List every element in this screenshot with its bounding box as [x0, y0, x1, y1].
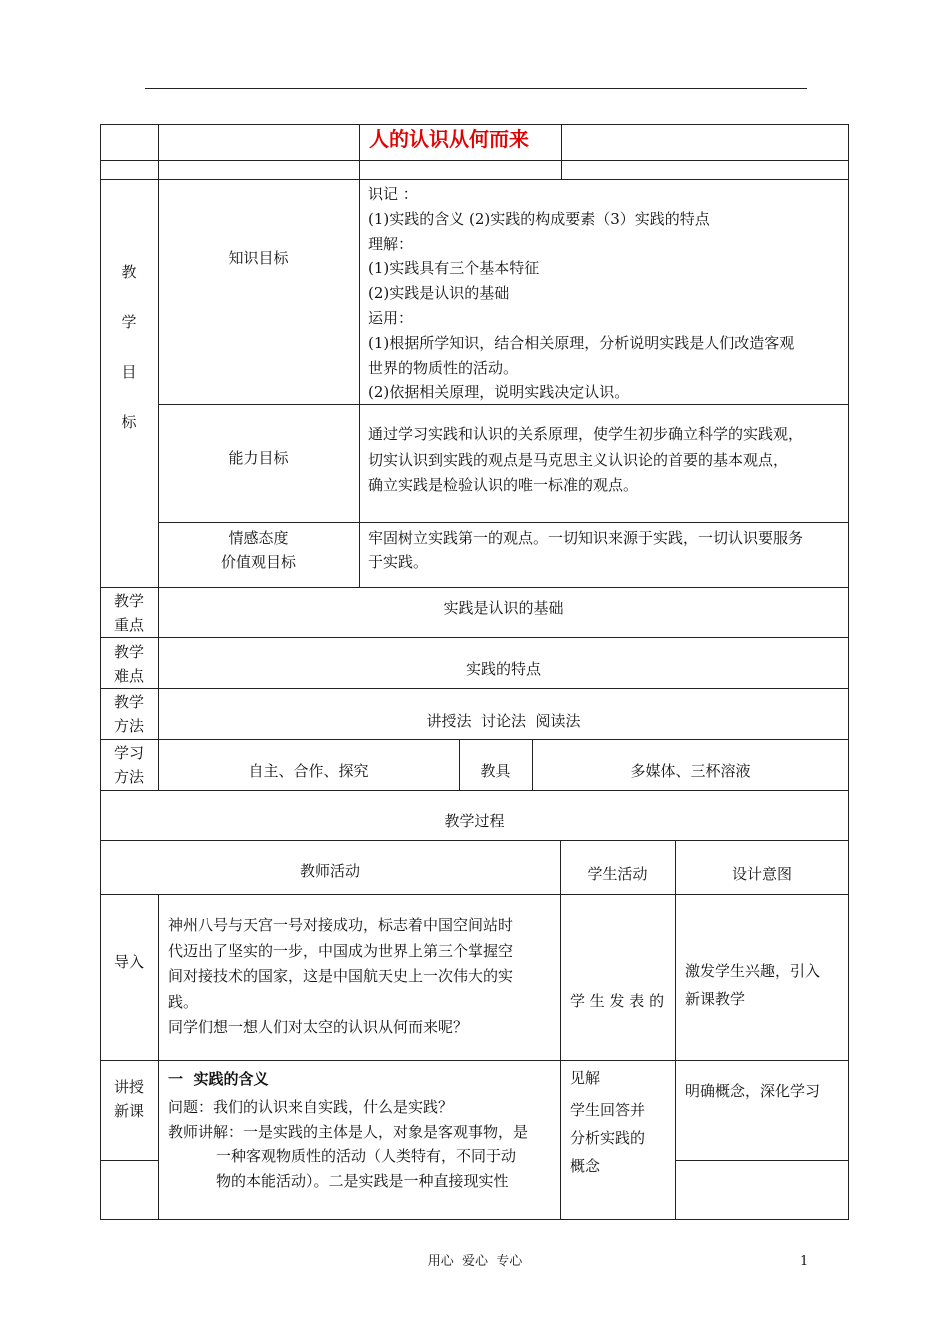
emotion-goal-label: 情感态度 价值观目标 — [220, 529, 296, 571]
lecture-teacher-activity: 问题：我们的认识来自实践，什么是实践？ 教师讲解：一是实践的主体是人，对象是客观事物，是 一种客观物质性的活动（人类特有，不同于动 物的本能活动）。二是实践是一种直接现实性 — [168, 1098, 529, 1190]
intro-teacher-activity: 神州八号与天宫一号对接成功，标志着中国空间站时 代迈出了坚实的一步，中国成为世界上第三个掌握空 间对接技术的国家，这是中国航天史上一次伟大的实 践。 同学们想一想人们对太空的认识从何而来呢？ — [168, 916, 514, 1036]
ability-goal-text: 通过学习实践和认识的关系原理，使学生初步确立科学的实践观， 切实认识到实践的观点是马克思主义认识论的首要的基本观点， 确立实践是检验认识的唯一标准的观点。 — [368, 425, 804, 494]
goals-section-label: 教 学 目 标 — [121, 263, 137, 431]
difficulty-value: 实践的特点 — [465, 660, 541, 678]
difficulty-label: 教学 难点 — [113, 643, 144, 685]
col-teacher-header: 教师活动 — [299, 862, 360, 880]
intro-label: 导入 — [113, 953, 144, 971]
teach-method-label: 教学 方法 — [113, 693, 144, 735]
ability-goal-label: 能力目标 — [228, 449, 289, 467]
teach-method-value: 讲授法 讨论法 阅读法 — [426, 712, 581, 730]
col-design-header: 设计意图 — [731, 865, 792, 883]
lecture-student-activity: 学生回答并 分析实践的 概念 — [570, 1101, 646, 1175]
intro-student-activity: 学 生 发 表 的 见解 — [570, 992, 665, 1087]
knowledge-goal-text: 识记 ： (1)实践的含义 (2)实践的构成要素（3）实践的特点 理解： (1)实践具有三个基本特征 (2)实践是认识的基础 运用： (1)根据所学知识，结合相关原理，分析说明实践是人们改造客观 世界的物质性的活动。 (2)依据相关原理，说明实践决定认识。 — [368, 185, 795, 402]
learn-method-label: 学习 方法 — [113, 744, 144, 786]
col-student-header: 学生活动 — [587, 865, 648, 883]
lecture-design-intent: 明确概念，深化学习 — [685, 1082, 821, 1100]
key-point-value: 实践是认识的基础 — [443, 599, 564, 617]
learn-method-value: 自主、合作、探究 — [248, 762, 369, 780]
page-number: 1 — [800, 1254, 809, 1269]
page-title: 人的认识从何而来 — [369, 127, 529, 151]
tools-value: 多媒体、三杯溶液 — [630, 762, 751, 780]
key-point-label: 教学 重点 — [113, 592, 144, 634]
header-rule — [145, 88, 807, 89]
footer-motto: 用心 爱心 专心 — [427, 1254, 523, 1269]
intro-design-intent: 激发学生兴趣，引入 新课教学 — [685, 962, 821, 1008]
process-heading: 教学过程 — [444, 812, 505, 830]
emotion-goal-text: 牢固树立实践第一的观点。一切知识来源于实践，一切认识要服务 于实践。 — [368, 529, 804, 571]
lecture-heading: 一 实践的含义 — [168, 1070, 269, 1088]
knowledge-goal-label: 知识目标 — [228, 249, 289, 267]
tools-label: 教具 — [480, 762, 511, 780]
lecture-label: 讲授 新课 — [113, 1078, 144, 1120]
